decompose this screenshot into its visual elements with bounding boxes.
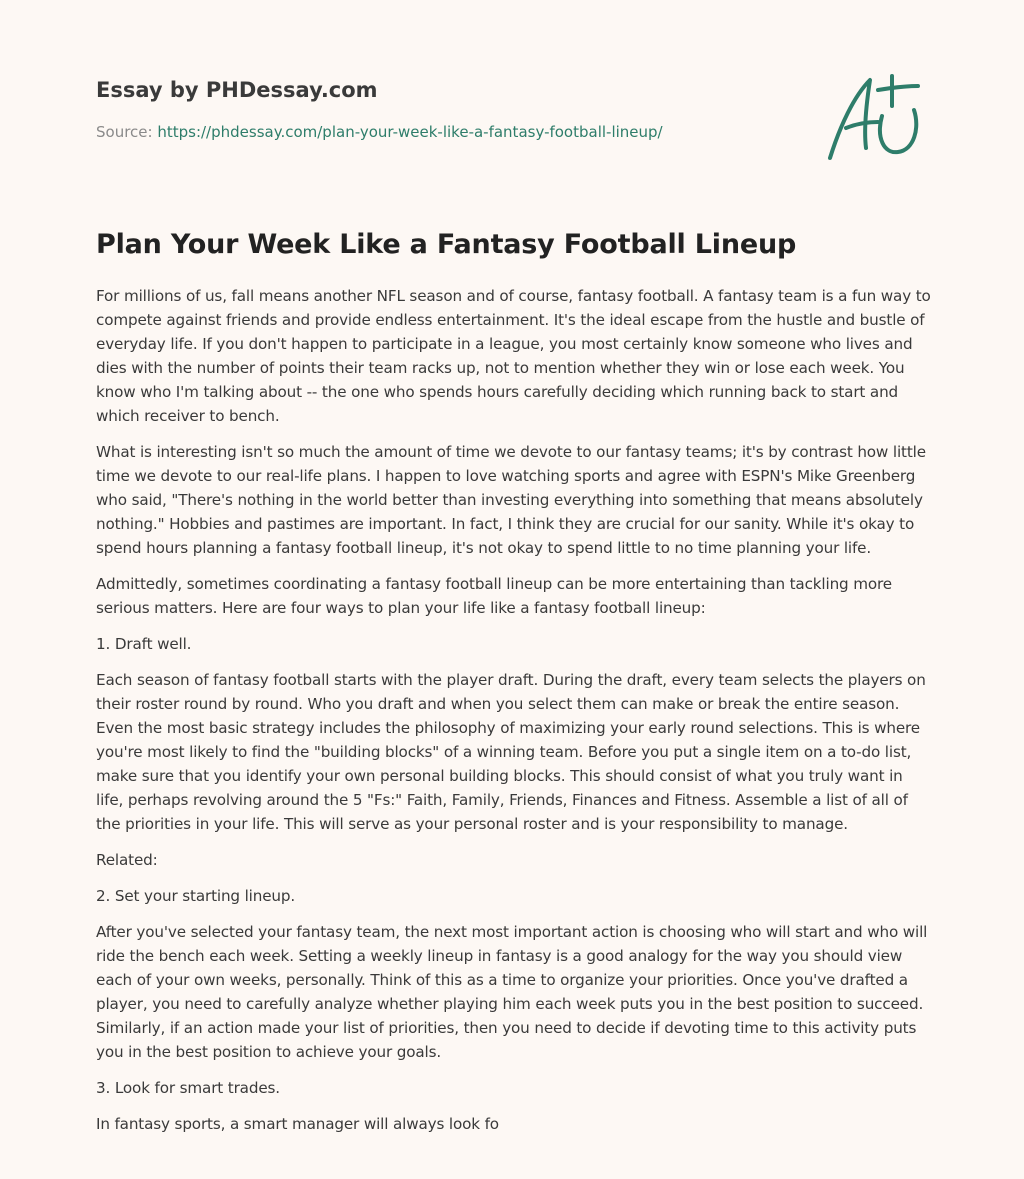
essay-content [96,226,932,1148]
paragraph-6-truncated: In fantasy sports, a smart manager will always look fo [96,1115,499,1133]
essay-title: Plan Your Week Like a Fantasy Football Lineup [96,229,797,260]
source-line [96,122,796,142]
paragraph-1: For millions of us, fall means another NFL season and of course, fantasy football. A fantasy team is a fun way to compete against friends and provide endless entertainment. It's the ideal escape from the hustle and bustle of everyday life. If you don't happen to participate in a league, you most certainly know someone who lives and dies with the number of points their team racks up, not to mention whether they win or lose each week. You know who I'm talking about -- the one who spends hours carefully deciding which running back to start and which receiver to bench. [96,287,931,425]
section-heading-starting-lineup: 2. Set your starting lineup. [96,887,296,905]
a-plus-logo-icon [820,66,930,166]
site-title: Essay by PHDessay.com [96,78,378,102]
paragraph-3: Admittedly, sometimes coordinating a fantasy football lineup can be more entertaining than tackling more serious matters. Here are four ways to plan your life like a fantasy football lineup: [96,575,892,617]
source-label: Source: [96,123,158,141]
related-label: Related: [96,851,158,869]
section-heading-draft-well: 1. Draft well. [96,635,192,653]
paragraph-2: What is interesting isn't so much the amount of time we devote to our fantasy teams; it's by contrast how little time we devote to our real-life plans. I happen to love watching sports and agree with ESPN's Mike Greenberg who said, "There's nothing in the world better than investing everything into something that means absolutely nothing." Hobbies and pastimes are important. In fact, I think they are crucial for our sanity. While it's okay to spend hours planning a fantasy football lineup, it's not okay to spend little to no time planning your life. [96,443,926,557]
paragraph-4: Each season of fantasy football starts with the player draft. During the draft, every team selects the players on their roster round by round. Who you draft and when you select them can make or break the entire season. Even the most basic strategy includes the philosophy of maximizing your early round selections. This is where you're most likely to find the "building blocks" of a winning team. Before you put a single item on a to-do list, make sure that you identify your own personal building blocks. This should consist of what you truly want in life, perhaps revolving around the 5 "Fs:" Faith, Family, Friends, Finances and Fitness. Assemble a list of all of the priorities in your life. This will serve as your personal roster and is your responsibility to manage. [96,671,926,833]
source-link[interactable]: https://phdessay.com/plan-your-week-like-a-fantasy-football-lineup/ [157,123,663,141]
paragraph-5: After you've selected your fantasy team, the next most important action is choosing who will start and who will ride the bench each week. Setting a weekly lineup in fantasy is a good analogy for the way you should view each of your own weeks, personally. Think of this as a time to organize your priorities. Once you've drafted a player, you need to carefully analyze whether playing him each week puts you in the best position to succeed. Similarly, if an action made your list of priorities, then you need to decide if devoting time to this activity puts you in the best position to achieve your goals. [96,923,928,1061]
page-header [96,76,796,142]
section-heading-smart-trades: 3. Look for smart trades. [96,1079,280,1097]
